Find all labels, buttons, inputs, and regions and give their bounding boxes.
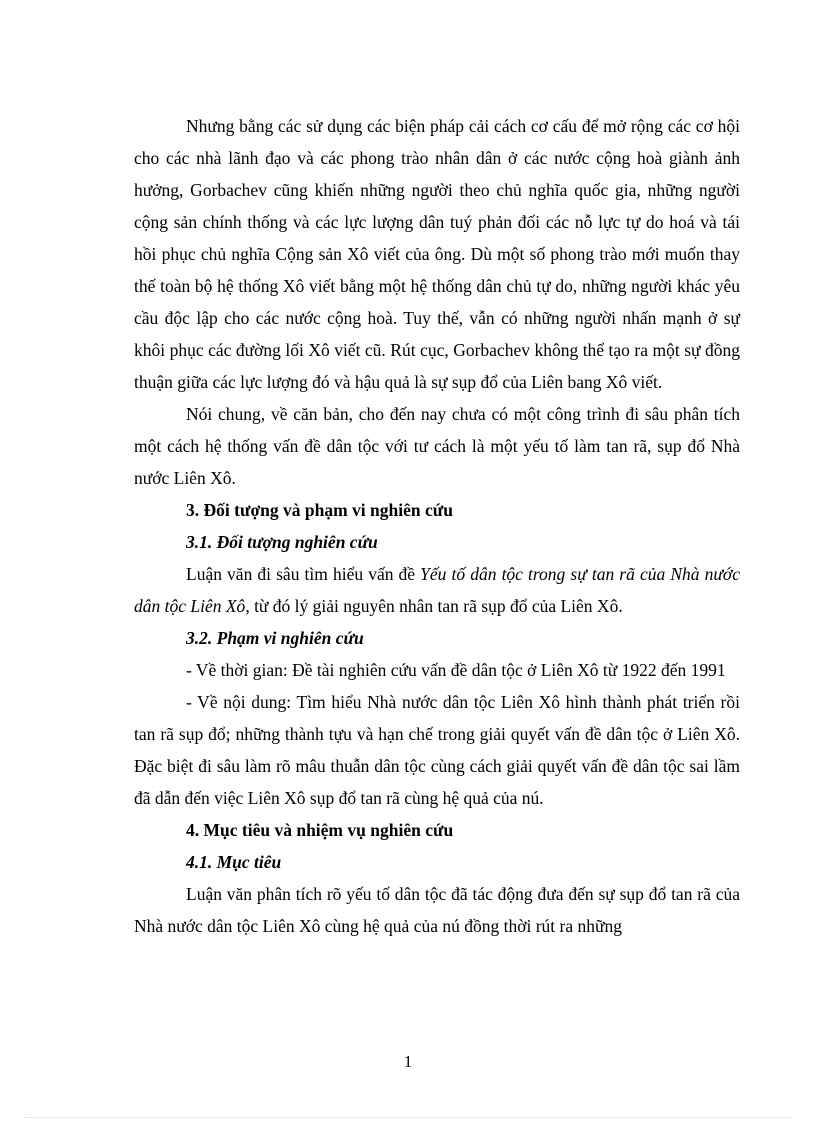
thesis-topic-title: Yếu tố dân tộc trong sự tan rã của Nhà nước dân tộc Liên Xô	[134, 564, 740, 616]
subsection-heading-3-1: 3.1. Đối tượng nghiên cứu	[186, 532, 378, 552]
section-heading-3: 3. Đối tượng và phạm vi nghiên cứu	[186, 500, 453, 520]
scope-time-item: - Về thời gian: Đề tài nghiên cứu vấn đề dân tộc ở Liên Xô từ 1922 đến 1991	[186, 660, 726, 680]
paragraph-objectives: Luận văn phân tích rõ yếu tố dân tộc đã tác động đưa đến sự sụp đổ tan rã của Nhà nước dân tộc Liên Xô cùng hệ quả của nú đồng thời rút ra những	[134, 884, 740, 936]
subsection-heading-3-2: 3.2. Phạm vi nghiên cứu	[186, 628, 364, 648]
paragraph-background: Nhưng bằng các sử dụng các biện pháp cải cách cơ cấu để mở rộng các cơ hội cho các nhà lãnh đạo và các phong trào nhân dân ở các nước cộng hoà giành ảnh hưởng, Gorbachev cũng khiến những người theo chủ nghĩa quốc gia, những người cộng sản chính thống và các lực lượng dân tuý phản đối các nỗ lực tự do hoá và tái hồi phục chủ nghĩa Cộng sản Xô viết của ông. Dù một số phong trào mới muốn thay thế toàn bộ hệ thống Xô viết bằng một hệ thống dân chủ tự do, những người khác yêu cầu độc lập cho các nước cộng hoà. Tuy thế, vẫn có những người nhấn mạnh ở sự khôi phục các đường lối Xô viết cũ. Rút cục, Gorbachev không thể tạo ra một sự đồng thuận giữa các lực lượng đó và hậu quả là sự sụp đổ của Liên bang Xô viết.	[134, 116, 740, 392]
page-bottom-divider	[24, 1117, 792, 1118]
document-body	[134, 110, 740, 942]
research-object-tail: , từ đó lý giải nguyên nhân tan rã sụp đổ của Liên Xô.	[245, 596, 623, 616]
page-number: 1	[403, 1052, 413, 1071]
scope-content-item: - Về nội dung: Tìm hiểu Nhà nước dân tộc Liên Xô hình thành phát triển rồi tan rã sụp đổ; những thành tựu và hạn chế trong giải quyết vấn đề dân tộc ở Liên Xô. Đặc biệt đi sâu làm rõ mâu thuẫn dân tộc cùng cách giải quyết vấn đề dân tộc sai lầm đã dẫn đến việc Liên Xô sụp đổ tan rã cùng hệ quả của nú.	[134, 692, 740, 808]
paragraph-summary: Nói chung, về căn bản, cho đến nay chưa có một công trình đi sâu phân tích một cách hệ thống vấn đề dân tộc với tư cách là một yếu tố làm tan rã, sụp đổ Nhà nước Liên Xô.	[134, 404, 740, 488]
subsection-heading-4-1: 4.1. Mục tiêu	[186, 852, 282, 872]
research-object-lead: Luận văn đi sâu tìm hiểu vấn đề	[186, 564, 421, 584]
paragraph-research-object	[134, 558, 740, 622]
section-heading-4: 4. Mục tiêu và nhiệm vụ nghiên cứu	[186, 820, 454, 840]
